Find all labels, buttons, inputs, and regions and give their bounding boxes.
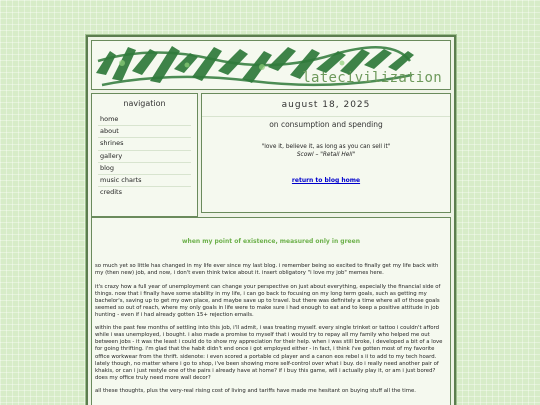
post-subtitle: on consumption and spending bbox=[202, 116, 450, 129]
nav-item-home[interactable]: home bbox=[100, 115, 119, 123]
navigation-panel bbox=[91, 93, 198, 217]
paragraph: it's crazy how a full year of unemployment can change your perspective on just about everything, especially the financial side of things. now that i finally have some stability in my life, i can go back to focusing on my long term goals, such as getting my bachelor's, saving up to get my own place, and maybe save up to travel. but there was definitely a time where all of those goals seemed so out of reach, where my only goals in life were to make sure i had enough to eat and to keep a positive attitude in job hunting - even if i had already gotten 15+ rejection emails. bbox=[95, 283, 441, 318]
navigation-title: navigation bbox=[123, 99, 166, 108]
post-date: august 18, 2025 bbox=[281, 100, 371, 110]
site-name: latecivilization bbox=[302, 70, 442, 86]
nav-item-credits[interactable]: credits bbox=[98, 186, 191, 198]
post-quote: "love it, believe it, as long as you can sell it" bbox=[261, 144, 391, 150]
nav-item-blog[interactable]: blog bbox=[98, 162, 191, 174]
paragraph: so much yet so little has changed in my life ever since my last blog. i remember being so excited to finally get my life back with my (then new) job, and now, i don't even think twice about it. insert obligatory "i love my job" memes here. bbox=[95, 263, 439, 277]
content-heading: when my point of existence, measured only in green bbox=[182, 238, 360, 245]
paragraph: within the past few months of settling into this job, i'll admit, i was treating myself. every single trinket or tattoo i couldn't afford while i was unemployed, i bought. i also made a promise to myself that i would try to repay all my family who helped me out between jobs - it was the least i could do to show my appreciation for their help. when i was still broke, i developed a bit of a love for going thrifting. i'm glad that the habit didn't end once i got employed either - in fact, i think i've gotten most of my favorite office workwear from the thrift. sidenote: i even scored a portable cd player and a canon eos rebel s ii to add to my tech hoard. lately though, no matter where i go to shop, i've been showing more self-control over what i buy. do i really need another pair of khakis, or can i just restyle one of the pairs i already have at home? if i buy this game, will i actually play it, or am i just bored? does my office truly need more wall decor? bbox=[95, 325, 443, 381]
post-header-panel bbox=[201, 93, 451, 213]
quote-attribution: Scowl – "Retail Hell" bbox=[296, 152, 356, 158]
nav-item-music-charts[interactable]: music charts bbox=[98, 174, 191, 186]
page-frame bbox=[86, 35, 456, 405]
nav-item-about[interactable]: about bbox=[98, 125, 191, 137]
nav-item-shrines[interactable]: shrines bbox=[98, 137, 191, 149]
post-content bbox=[91, 217, 451, 405]
site-header bbox=[91, 40, 451, 90]
navigation-list bbox=[92, 114, 197, 198]
nav-item-gallery[interactable]: gallery bbox=[98, 150, 191, 162]
return-to-blog-link[interactable]: return to blog home bbox=[291, 177, 361, 184]
paragraph: all these thoughts, plus the very-real rising cost of living and tariffs have made me hesitant on buying stuff all the time. bbox=[95, 388, 416, 395]
